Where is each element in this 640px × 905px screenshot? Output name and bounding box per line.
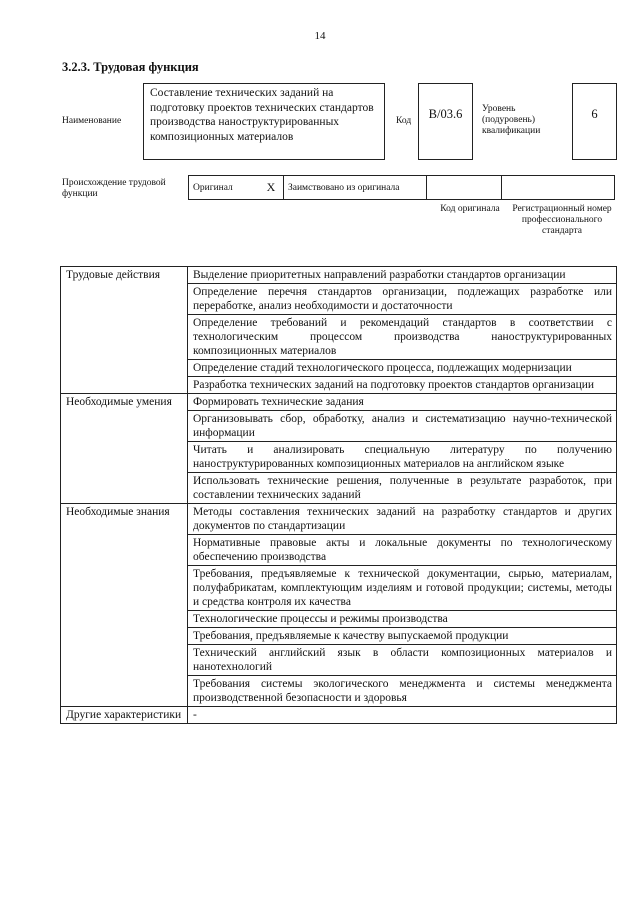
table-row bbox=[61, 504, 617, 535]
row-item: Нормативные правовые акты и локальные документы по технологическому обеспечению производства bbox=[188, 535, 617, 566]
table-row bbox=[61, 267, 617, 284]
original-code-cell bbox=[427, 176, 502, 200]
code-caption: Код оригинала bbox=[440, 204, 500, 214]
code-value-box: B/03.6 bbox=[418, 83, 473, 160]
row-category: Трудовые действия bbox=[61, 267, 188, 394]
row-item: Разработка технических заданий на подготовку проектов стандартов организации bbox=[188, 377, 617, 394]
origin-table bbox=[188, 175, 615, 200]
row-item: Определение требований и рекомендаций стандартов в соответствии с технологическим процессом производства наноструктурированных композиционных материалов bbox=[188, 315, 617, 360]
original-mark: X bbox=[259, 176, 284, 200]
section-title: 3.2.3. Трудовая функция bbox=[62, 60, 199, 74]
row-item: Требования системы экологического менеджмента и системы менеджмента производственной безопасности и здоровья bbox=[188, 676, 617, 707]
row-item: Читать и анализировать специальную литературу по получению наноструктурированных композиционных материалов на английском языке bbox=[188, 442, 617, 473]
row-item: Определение перечня стандартов организации, подлежащих разработке или переработке, анализ необходимости и достаточности bbox=[188, 284, 617, 315]
row-item: Формировать технические задания bbox=[188, 394, 617, 411]
function-details-table bbox=[60, 266, 617, 724]
row-category: Необходимые умения bbox=[61, 394, 188, 504]
row-item: Требования, предъявляемые к качеству выпускаемой продукции bbox=[188, 628, 617, 645]
row-item: Методы составления технических заданий на разработку стандартов и других документов по стандартизации bbox=[188, 504, 617, 535]
reg-caption: Регистрационный номер профессионального стандарта bbox=[512, 204, 612, 236]
row-item: Технический английский язык в области композиционных материалов и нанотехнологий bbox=[188, 645, 617, 676]
row-item: Требования, предъявляемые к технической документации, сырью, материалам, полуфабрикатам, комплектующим изделиям и готовой продукции; системы, методы и средства контроля их качества bbox=[188, 566, 617, 611]
origin-label: Происхождение трудовой функции bbox=[62, 178, 166, 199]
table-row bbox=[61, 707, 617, 724]
row-item: Технологические процессы и режимы производства bbox=[188, 611, 617, 628]
row-item: - bbox=[188, 707, 617, 724]
code-label: Код bbox=[396, 116, 412, 126]
level-value-box: 6 bbox=[572, 83, 617, 160]
name-label: Наименование bbox=[62, 116, 122, 126]
function-name-box: Составление технических заданий на подготовку проектов технических стандартов производства наноструктурированных композиционных материалов bbox=[143, 83, 385, 160]
row-item: Использовать технические решения, полученные в результате разработок, при составлении технических заданий bbox=[188, 473, 617, 504]
original-label: Оригинал bbox=[189, 176, 260, 200]
table-row bbox=[61, 394, 617, 411]
row-item: Определение стадий технологического процесса, подлежащих модернизации bbox=[188, 360, 617, 377]
page-number: 14 bbox=[314, 30, 326, 42]
row-category: Другие характеристики bbox=[61, 707, 188, 724]
borrowed-label: Заимствовано из оригинала bbox=[284, 176, 427, 200]
level-label: Уровень (подуровень) квалификации bbox=[482, 104, 541, 136]
row-category: Необходимые знания bbox=[61, 504, 188, 707]
row-item: Организовывать сбор, обработку, анализ и систематизацию научно-технической информации bbox=[188, 411, 617, 442]
reg-number-cell bbox=[502, 176, 615, 200]
row-item: Выделение приоритетных направлений разработки стандартов организации bbox=[188, 267, 617, 284]
